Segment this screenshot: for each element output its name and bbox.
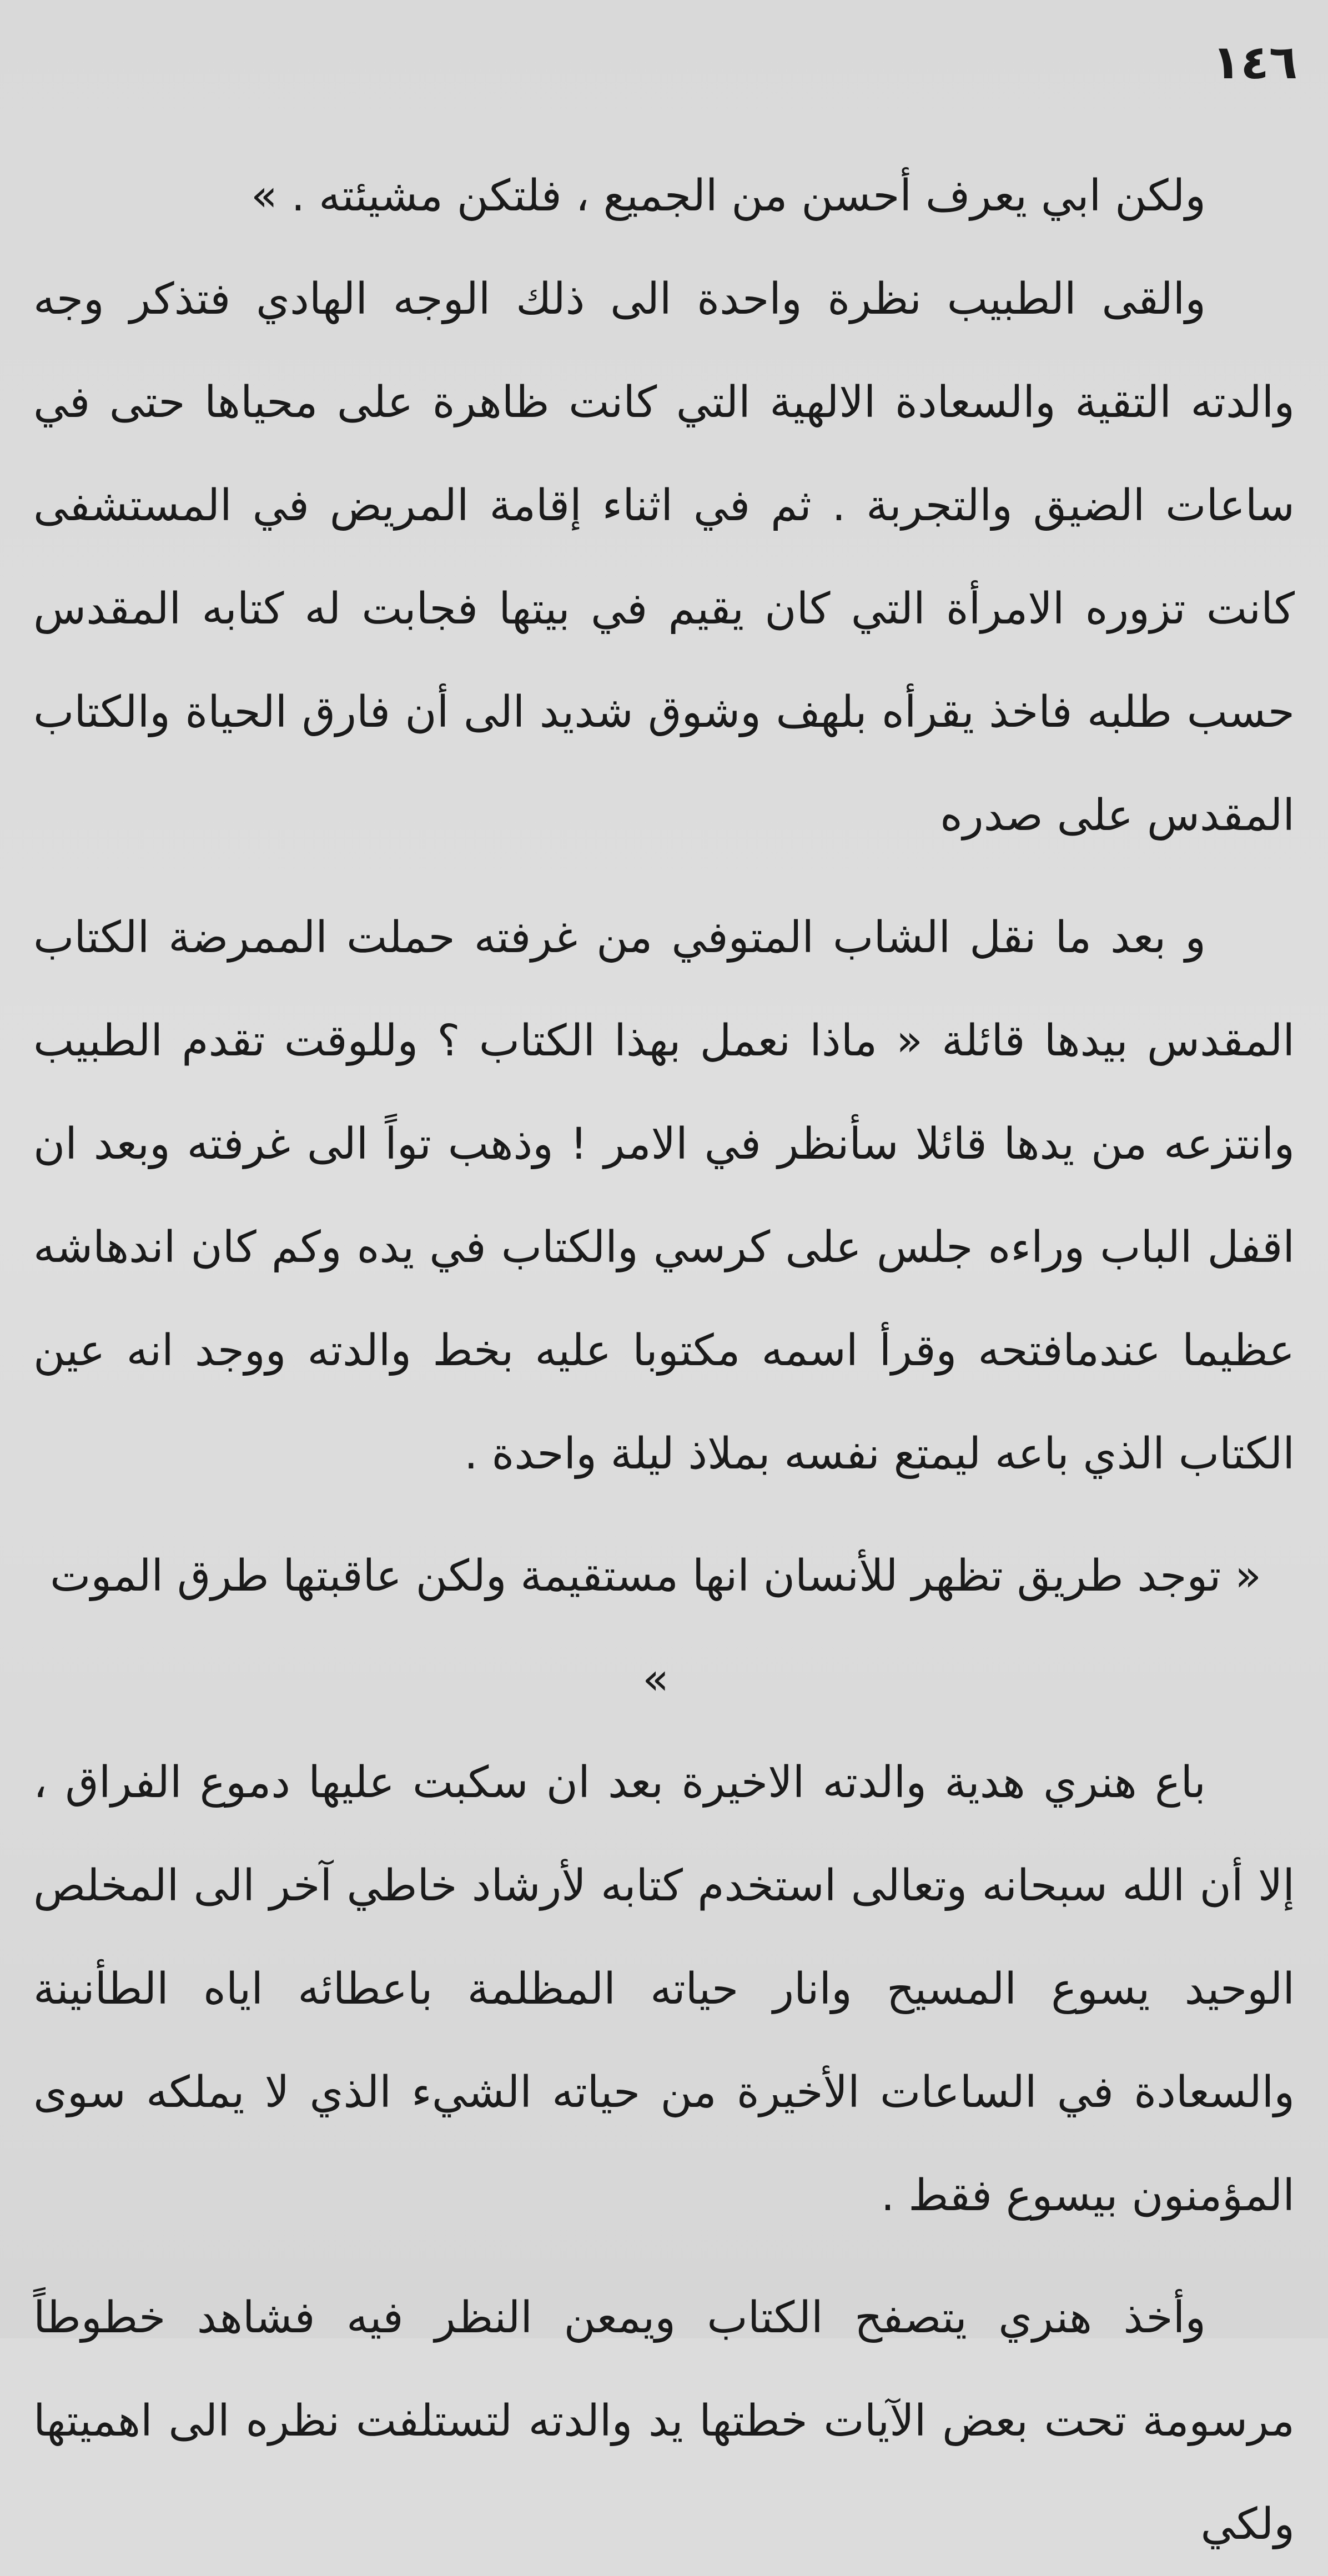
paragraph-4: باع هنري هدية والدته الاخيرة بعد ان سكبت عليها دموع الفراق ، إلا أن الله سبحانه وتعالى استخدم كتابه لأرشاد خاطي آخر الى المخلص الوحيد يسوع المسيح وانار حياته المظلمة باعطائه اياه الطأنينة والسعادة في الساعات الأخيرة من حياته الشيء الذي لا يملكه سوى المؤمنون بيسوع فقط . bbox=[33, 1758, 1295, 2221]
paragraph-2: والقى الطبيب نظرة واحدة الى ذلك الوجه الهادي فتذكر وجه والدته التقية والسعادة الالهية التي كانت ظاهرة على محياها حتى في ساعات الضيق والتجربة . ثم في اثناء إقامة المريض في المستشفى كانت تزوره الامرأة التي كان يقيم في بيتها فجابت له كتابه المقدس حسب طلبه فاخذ يقرأه بلهف وشوق شديد الى أن فارق الحياة والكتاب المقدس على صدره bbox=[33, 274, 1295, 841]
page-body-text bbox=[33, 144, 1295, 2576]
paragraph-3: و بعد ما نقل الشاب المتوفي من غرفته حملت الممرضة الكتاب المقدس بيدها قائلة « ماذا نعمل بهذا الكتاب ؟ وللوقت تقدم الطبيب وانتزعه من يدها قائلا سأنظر في الامر ! وذهب تواً الى غرفته وبعد ان اقفل الباب وراءه جلس على كرسي والكتاب في يده وكم كان اندهاشه عظيما عندمافتحه وقرأ اسمه مكتوبا عليه بخط والدته ووجد انه عين الكتاب الذي باعه ليمتع نفسه بملاذ ليلة واحدة . bbox=[33, 913, 1295, 1479]
quote-line: « توجد طريق تظهر للأنسان انها مستقيمة ولكن عاقبتها طرق الموت » bbox=[49, 1551, 1262, 1704]
page-number: ١٤٦ bbox=[1212, 35, 1297, 89]
paragraph-5: وأخذ هنري يتصفح الكتاب ويمعن النظر فيه فشاهد خطوطاً مرسومة تحت بعض الآيات خطتها يد والدته لتستلفت نظره الى اهميتها ولكي bbox=[33, 2293, 1295, 2549]
paragraph-1: ولكن ابي يعرف أحسن من الجميع ، فلتكن مشيئته . » bbox=[251, 171, 1206, 221]
